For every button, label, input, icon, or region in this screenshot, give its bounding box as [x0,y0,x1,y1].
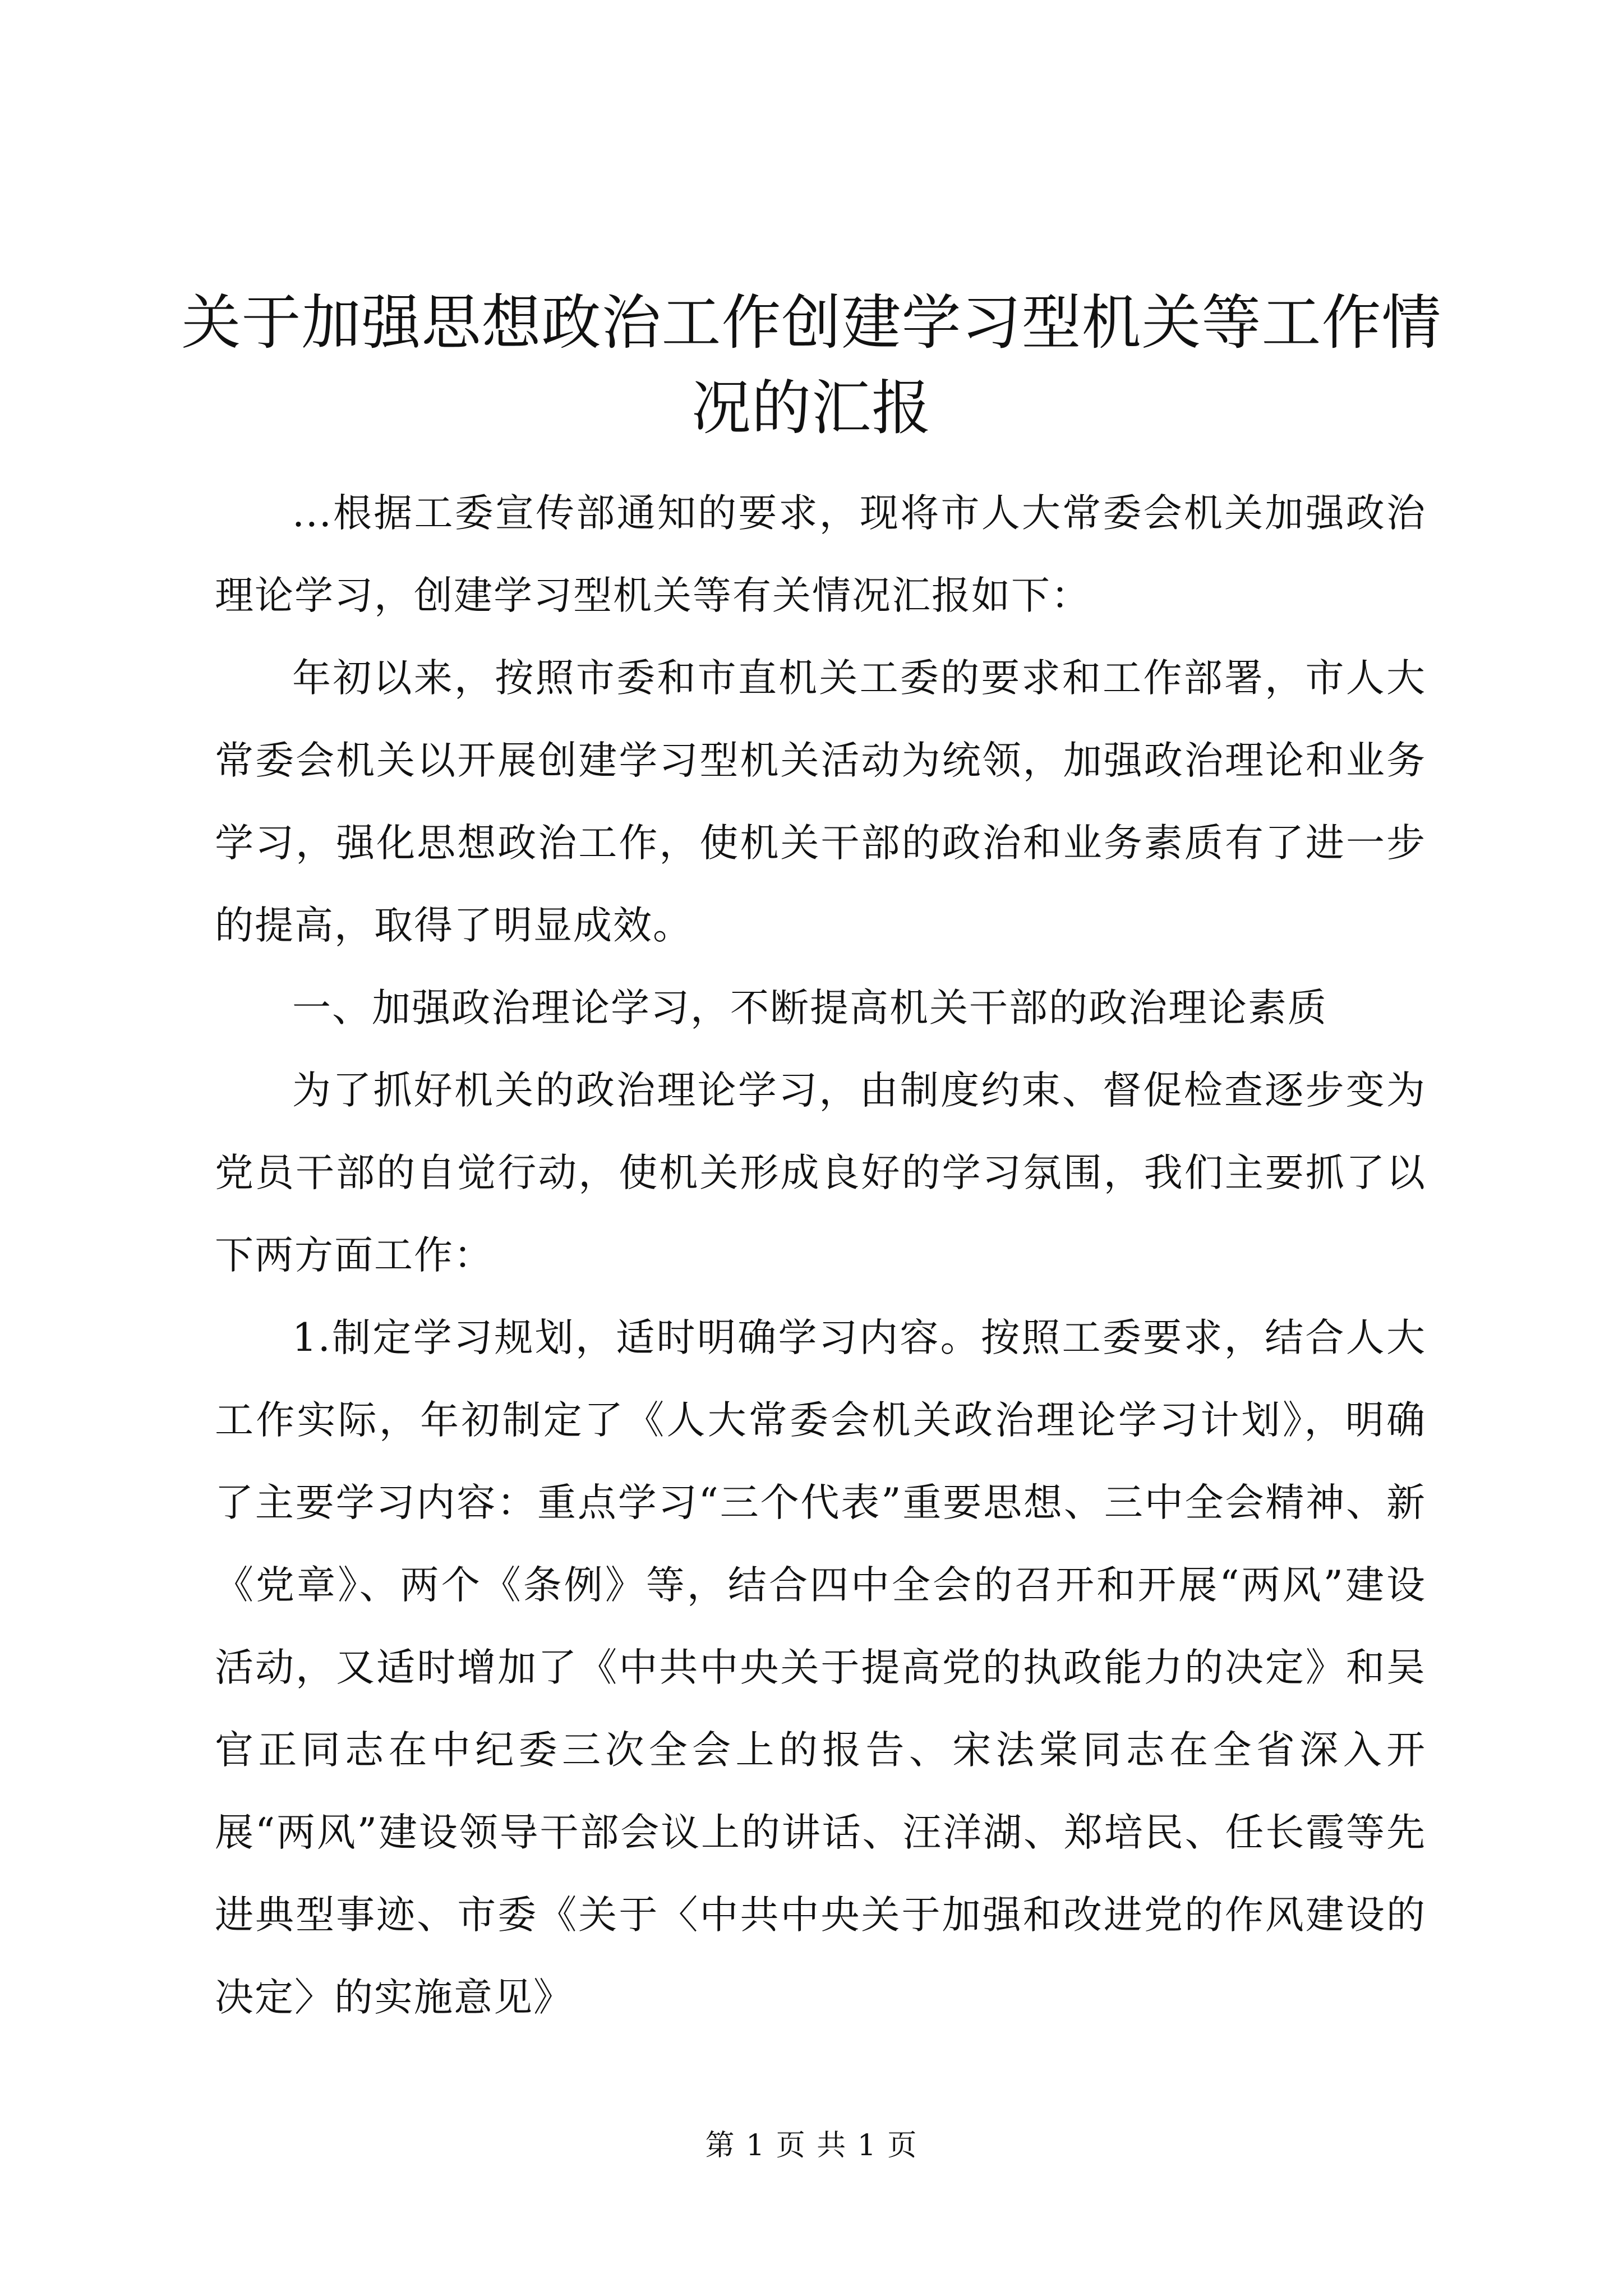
document-body [215,472,1426,2039]
paragraph-overview: 年初以来，按照市委和市直机关工委的要求和工作部署，市人大常委会机关以开展创建学习型机关活动为统领，加强政治理论和业务学习，强化思想政治工作，使机关干部的政治和业务素质有了进一步的提高，取得了明显成效。 [215,656,1426,948]
section-heading-1: 一、加强政治理论学习，不断提高机关干部的政治理论素质 [292,986,1327,1030]
document-title: 关于加强思想政治工作创建学习型机关等工作情况的汇报 [181,288,1442,443]
paragraph-intro: ...根据工委宣传部通知的要求，现将市人大常委会机关加强政治理论学习，创建学习型机关等有关情况汇报如下： [215,491,1426,618]
paragraph-section-1-intro: 为了抓好机关的政治理论学习，由制度约束、督促检查逐步变为党员干部的自觉行动，使机关形成良好的学习氛围，我们主要抓了以下两方面工作： [215,1068,1426,1278]
paragraph-item-1: 1.制定学习规划，适时明确学习内容。按照工委要求，结合人大工作实际，年初制定了《人大常委会机关政治理论学习计划》，明确了主要学习内容：重点学习“三个代表”重要思想、三中全会精神、新《党章》、两个《条例》等，结合四中全会的召开和开展“两风”建设活动，又适时增加了《中共中央关于提高党的执政能力的决定》和吴官正同志在中纪委三次全会上的报告、宋法棠同志在全省深入开展“两风”建设领导干部会议上的讲话、汪洋湖、郑培民、任长霞等先进典型事迹、市委《关于〈中共中央关于加强和改进党的作风建设的决定〉的实施意见》 [215,1315,1426,2020]
page-footer: 第 1 页 共 1 页 [705,2129,918,2162]
